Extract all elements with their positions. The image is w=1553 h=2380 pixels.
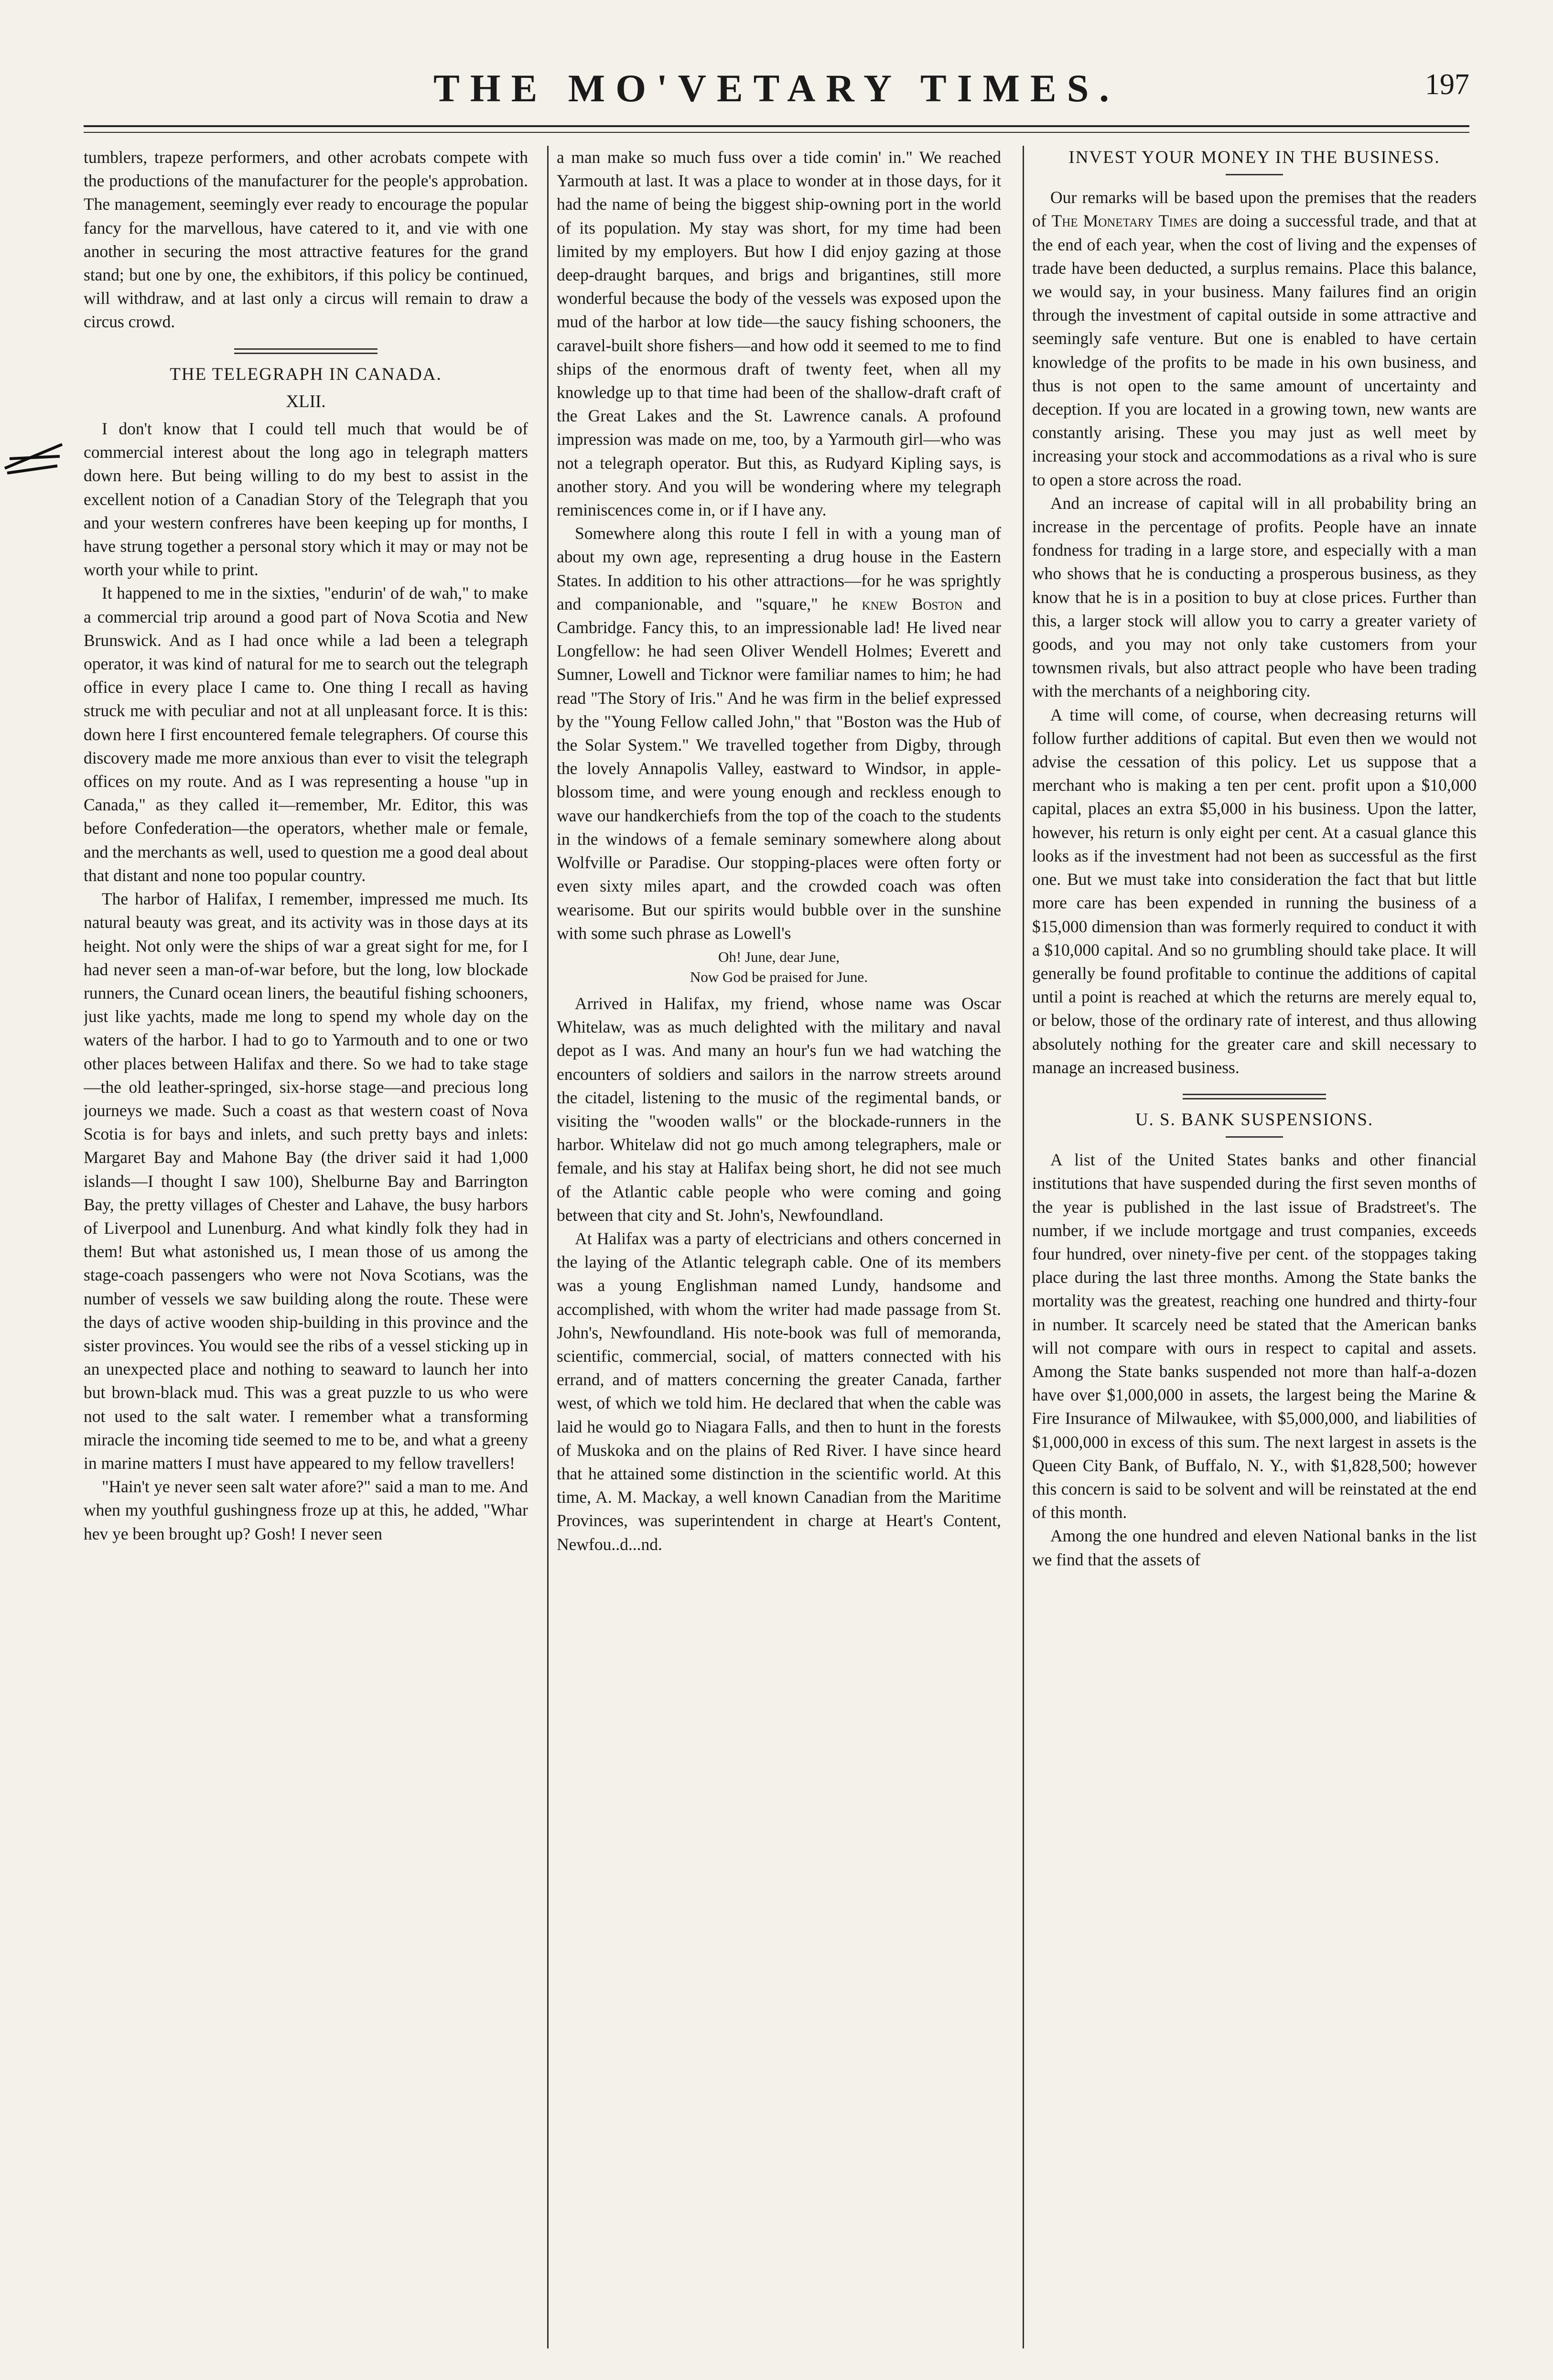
small-caps-run: The Monetary Times xyxy=(1051,211,1198,231)
article-paragraph: And an increase of capital will in all probability bring an increase in the percentage of profits. People have an innate fondness for trading in a large store, and especially with a man who shows that he is conducting a prosperous business, as they know that he is in a position to buy at close prices. Further than this, a larger stock will allow you to carry a greater variety of goods, and you may not only take customers from your townsmen rivals, but also attract people who have been trading with the merchants of a neighboring city. xyxy=(1032,493,1477,701)
text-run: are doing a successful trade, and that at the end of each year, when the cost of living and the expenses of trade have been deducted, a surplus remains. Place this balance, we would say, in your business. Many failures find an origin through the investment of capital outside in some attractive and seemingly safe venture. But one is enabled to have certain knowledge of the profits to be made in his own business, and thus is not open to the same amount of uncertainty and deception. If you are located in a growing town, new wants are constantly arising. These you may just as well meet by increasing your stock and accommodations as a rival who is sure to open a store across the road. xyxy=(1032,211,1477,489)
poem-line: Oh! June, dear June, xyxy=(718,948,840,965)
text-run: Somewhere along this route I fell in with a young man of about my own age, representing a drug house in the Eastern States. In addition to his other attractions—for he was sprightly and companionable, and "square," he xyxy=(557,524,1001,614)
left-column xyxy=(84,146,528,2344)
text-run: Our remarks will be based upon the premises that the readers of xyxy=(1032,188,1477,231)
newspaper-title: THE MO'VETARY TIMES. xyxy=(433,66,1120,110)
masthead-rule-thin xyxy=(84,132,1469,133)
section-rule xyxy=(234,348,377,354)
article-paragraph: A time will come, of course, when decreasing returns will follow further additions of capital. But even then we would not advise the cessation of this policy. Let us suppose that a merchant who is making a ten per cent. profit upon a $10,000 capital, places an extra $5,000 in his business. Upon the latter, however, his return is only eight per cent. At a casual glance this looks as if the investment had not been as successful as the first one. But we must take into consideration the fact that but little more care has been expended in running the business of a $15,000 dimension than was formerly required to conduct it with a $10,000 capital. And so no grumbling should take place. It will generally be found profitable to continue the additions of capital until a point is reached at which the returns are merely equal to, or below, those of the ordinary rate of interest, and thus allowing absolutely nothing for the greater care and skill necessary to manage an increased business. xyxy=(1032,705,1477,1077)
article-paragraph: "Hain't ye never seen salt water afore?" said a man to me. And when my youthful gushingness froze up at this, he added, "Whar hev ye been brought up? Gosh! I never seen xyxy=(84,1477,528,1543)
column-divider-2 xyxy=(1023,146,1024,2348)
heading-rule xyxy=(1226,174,1283,175)
article-paragraph: Arrived in Halifax, my friend, whose name was Oscar Whitelaw, was as much delighted with the military and naval depot as I was. And many an hour's fun we had watching the encounters of soldiers and sailors in the narrow streets around the citadel, listening to the music of the regimental bands, or visiting the "wooden walls" or the blockade-runners in the harbor. Whitelaw did not go much among telegraphers, male or female, and his stay at Halifax being short, he did not see much of the Atlantic cable people who were coming and going between that city and St. John's, Newfoundland. xyxy=(557,993,1001,1225)
article-paragraph: A list of the United States banks and other financial institutions that have suspended during the first seven months of the year is published in the last issue of Bradstreet's. The number, if we include mortgage and trust companies, exceeds four hundred, over ninety-five per cent. of the stoppages taking place during the last three months. Among the State banks the mortality was the greatest, reaching one hundred and thirty-four in number. It scarcely need be stated that the American banks will not compare with ours in respect to capital and assets. Among the State banks suspended not more than half-a-dozen have over $1,000,000 in assets, the largest being the Marine & Fire Insurance of Milwaukee, with $5,000,000, and liabilities of $1,000,000 in excess of this sum. The next largest in assets is the Queen City Bank, of Buffalo, N. Y., with $1,828,500; however this concern is said to be solvent and will be reinstated at the end of this month. xyxy=(1032,1150,1477,1522)
article-paragraph: I don't know that I could tell much that would be of commercial interest about the long ago in telegraph matters down here. But being willing to do my best to assist in the excellent notion of a Canadian Story of the Telegraph that you and your western confreres have been keeping up for months, I have strung together a personal story which it may or may not be worth your while to print. xyxy=(84,419,528,580)
page-number: 197 xyxy=(1425,68,1469,101)
article-paragraph: Among the one hundred and eleven National banks in the list we find that the assets of xyxy=(1032,1526,1477,1569)
text-run: and Cambridge. Fancy this, to an impressionable lad! He lived near Longfellow: he had seen Oliver Wendell Holmes; Everett and Sumner, Lowell and Ticknor were familiar names to him; he had read "The Story of Iris." And he was firm in the belief expressed by the "Young Fellow called John," that "Boston was the Hub of the Solar System." We travelled together from Digby, through the lovely Annapolis Valley, eastward to Windsor, in apple-blossom time, and were young enough and reckless enough to wave our handkerchiefs from the top of the coach to the students in the windows of a female seminary somewhere along about Wolfville or Paradise. Our stopping-places were often forty or even sixty miles apart, and the crowded coach was often wearisome. But our spirits would bubble over in the sunshine with some such phrase as Lowell's xyxy=(557,594,1001,943)
middle-column xyxy=(557,146,1001,2344)
article-paragraph: It happened to me in the sixties, "endurin' of de wah," to make a commercial trip around a good part of Nova Scotia and New Brunswick. And as I had once while a lad been a telegraph operator, it was kind of natural for me to search out the telegraph office in every place I came to. One thing I recall as having struck me with peculiar and not at all unpleasant force. It is this: down here I first encountered female telegraphers. Of course this discovery made me more anxious than ever to visit the telegraph offices on my route. And as I was representing a house "up in Canada," as they called it—remember, Mr. Editor, this was before Confederation—the operators, whether male or female, and the merchants as well, used to question me a good deal about that distant and none too popular country. xyxy=(84,583,528,885)
heading-rule xyxy=(1226,1136,1283,1138)
article-paragraph: a man make so much fuss over a tide comin' in." We reached Yarmouth at last. It was a place to wonder at in those days, for it had the name of being the biggest ship-owning port in the world of its population. My stay was short, for my time had been limited by my employers. But how I did enjoy gazing at those deep-draught barques, and brigs and brigantines, still more wonderful because the body of the vessels was exposed upon the mud of the harbor at low tide—the saucy fishing schooners, the caravel-built shore fishers—and how odd it seemed to me to find ships of the enormous draft of twenty feet, when all my knowledge up to that time had been of the shallow-draft craft of the Great Lakes and the St. Lawrence canals. A profound impression was made on me, too, by a Yarmouth girl—who was not a telegraph operator. But this, as Rudyard Kipling says, is another story. And you will be wondering where my telegraph reminiscences come in, or if I have any. xyxy=(557,148,1001,520)
telegraph-article-number: XLII. xyxy=(286,391,326,411)
margin-pen-mark xyxy=(0,440,67,478)
section-rule xyxy=(1183,1094,1326,1099)
poem-line: Now God be praised for June. xyxy=(690,968,868,985)
right-column xyxy=(1032,146,1477,2344)
column-divider-1 xyxy=(547,146,549,2348)
invest-article-heading: INVEST YOUR MONEY IN THE BUSINESS. xyxy=(1068,148,1440,167)
article-paragraph xyxy=(1032,186,1477,492)
article-paragraph xyxy=(557,522,1001,945)
article-paragraph: The harbor of Halifax, I remember, impressed me much. Its natural beauty was great, and its activity was in those days at its height. Not only were the ships of war a great sight for me, for I had never seen a man-of-war before, but the long, low blockade runners, the Cunard ocean liners, the beautiful fishing schooners, just like yachts, made me long to spend my whole day on the waters of the harbor. I had to go to Yarmouth and to one or two other places between Halifax and there. So we had to take stage—the old leather-springed, six-horse stage—and precious long journeys we made. Such a coast as that western coast of Nova Scotia is for bays and inlets, and such pretty bays and inlets: Margaret Bay and Mahone Bay (the driver said it had 1,000 islands—I thought I saw 100), Shelburne Bay and Barrington Bay, the pretty villages of Chester and Lahave, the busy harbors of Liverpool and Lunenburg. And what kindly folk they had in them! But what astonished us, I mean those of us among the stage-coach passengers who were not Nova Scotians, was the number of vessels we saw building along the route. These were the days of active wooden ship-building in this province and the sister provinces. You would see the ribs of a vessel sticking up in an unexpected place and nothing to seaward to launch her into but brown-black mud. This was a great puzzle to us who were not used to the salt water. I remember what a transforming miracle the incoming tide seemed to me to be, and what a greeny in marine matters I must have appeared to my fellow travellers! xyxy=(84,889,528,1473)
article-paragraph: tumblers, trapeze performers, and other acrobats compete with the productions of the manufacturer for the people's approbation. The management, seemingly ever ready to encourage the popular fancy for the marvellous, have catered to it, and vie with one another in securing the most attractive features for the grand stand; but one by one, the exhibitors, if this policy be continued, will withdraw, and at last only a circus will remain to draw a circus crowd. xyxy=(84,148,528,332)
small-caps-run: knew Boston xyxy=(862,594,963,614)
article-paragraph: At Halifax was a party of electricians and others concerned in the laying of the Atlantic telegraph cable. One of its members was a young Englishman named Lundy, handsome and accomplished, with whom the writer had made passage from St. John's, Newfoundland. His note-book was full of memoranda, scientific, commercial, social, of matters connected with his errand, and of matters concerning the greater Canada, farther west, of which we told him. He declared that when the cable was laid he would go to Niagara Falls, and then to hunt in the forests of Muskoka and on the plains of Red River. I have since heard that he attained some distinction in the scientific world. At this time, A. M. Mackay, a well known Canadian from the Maritime Provinces, was superintendent in charge at Heart's Content, Newfou..d...nd. xyxy=(557,1228,1001,1554)
masthead xyxy=(84,62,1469,119)
telegraph-article-heading: THE TELEGRAPH IN CANADA. xyxy=(170,364,442,384)
masthead-rule xyxy=(84,125,1469,127)
bank-article-heading: U. S. BANK SUSPENSIONS. xyxy=(1135,1109,1374,1130)
poem-quote xyxy=(557,947,1001,987)
